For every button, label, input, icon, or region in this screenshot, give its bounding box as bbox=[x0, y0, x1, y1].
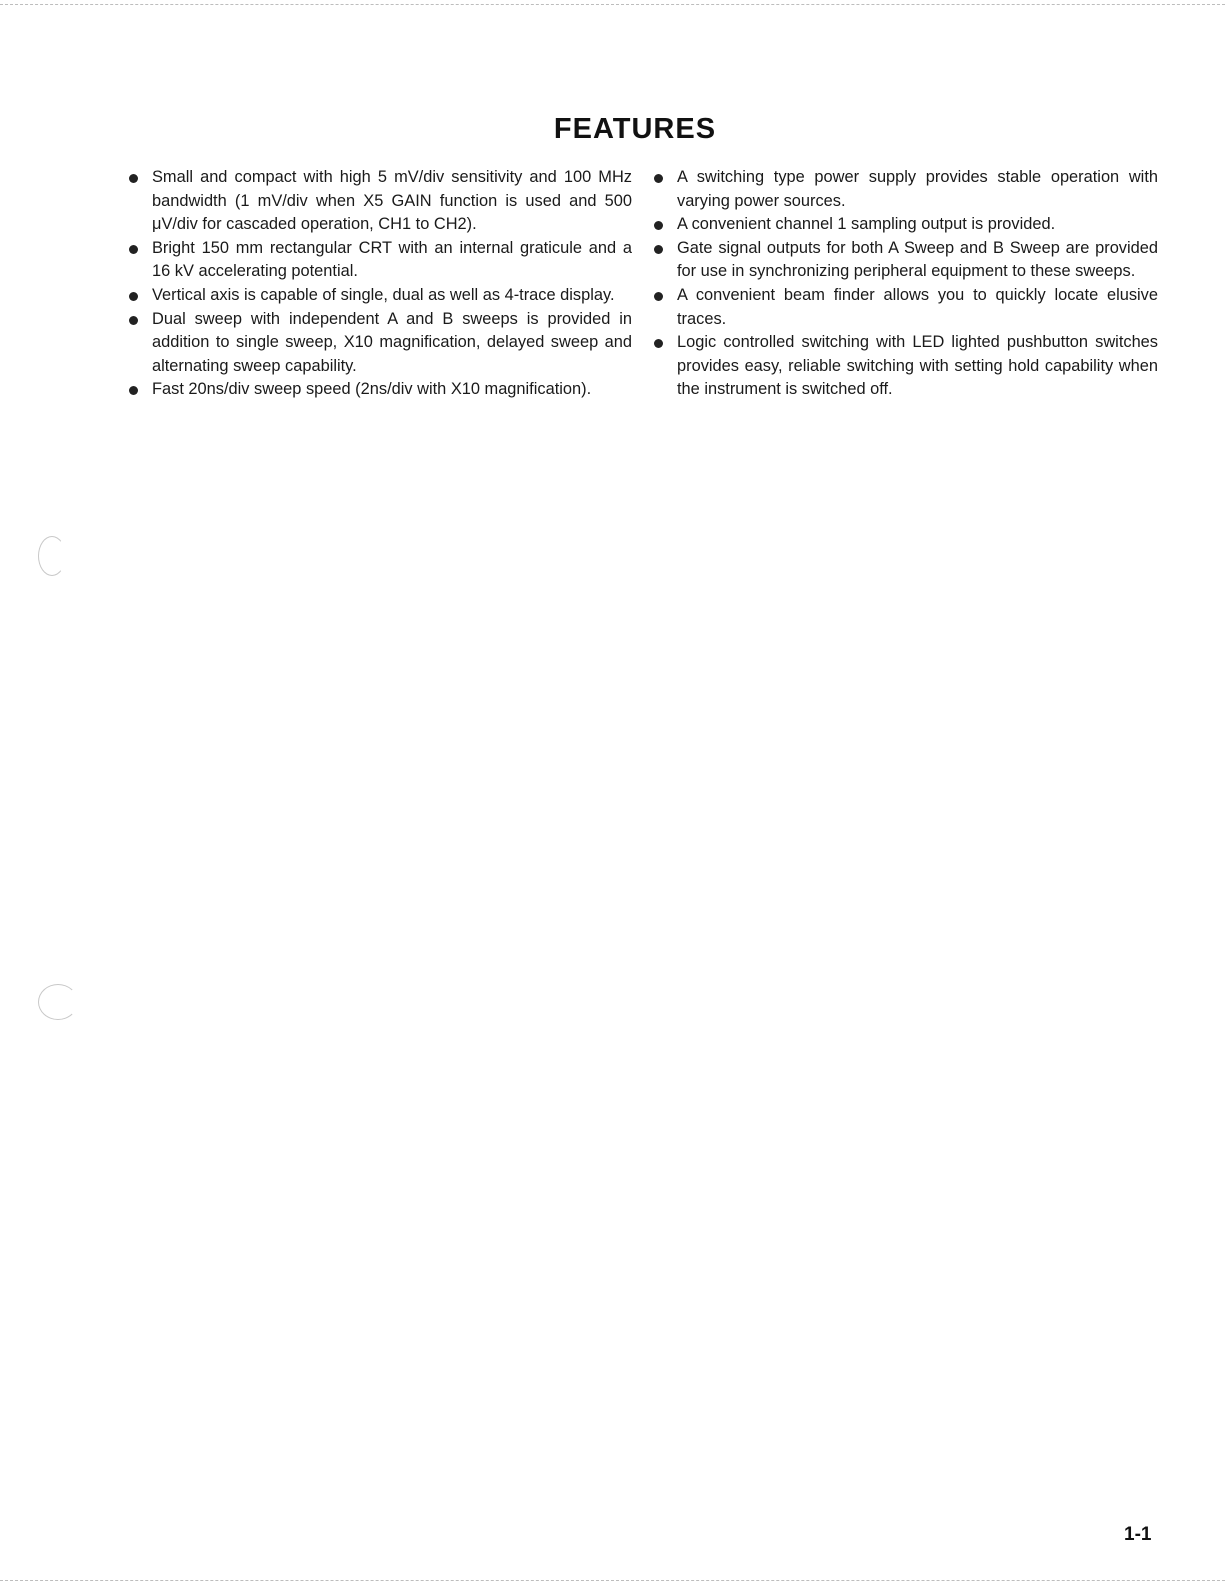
bullet-icon bbox=[654, 339, 663, 348]
feature-item bbox=[652, 237, 1158, 284]
feature-text: Gate signal outputs for both A Sweep and B Sweep are provided for use in synchronizing peripheral equipment to these sweeps. bbox=[677, 238, 1158, 281]
feature-item bbox=[127, 284, 632, 308]
feature-item bbox=[652, 331, 1158, 402]
bullet-icon bbox=[654, 292, 663, 301]
page-title: FEATURES bbox=[553, 113, 717, 146]
feature-item bbox=[127, 378, 632, 402]
feature-text: A convenient channel 1 sampling output is provided. bbox=[677, 215, 1056, 234]
bullet-icon bbox=[129, 316, 138, 325]
feature-item bbox=[127, 308, 632, 379]
top-edge-rule bbox=[0, 4, 1225, 5]
feature-item bbox=[127, 237, 632, 284]
page-number: 1-1 bbox=[1124, 1524, 1152, 1545]
bullet-icon bbox=[129, 174, 138, 183]
feature-text: A switching type power supply provides stable operation with varying power sources. bbox=[677, 168, 1158, 210]
features-right-column bbox=[652, 166, 1158, 402]
feature-item bbox=[652, 284, 1158, 331]
binder-hole-mark bbox=[38, 536, 66, 576]
bullet-icon bbox=[129, 245, 138, 254]
bullet-icon bbox=[654, 174, 663, 183]
features-left-column bbox=[127, 166, 632, 402]
feature-item bbox=[127, 166, 632, 237]
feature-item bbox=[652, 166, 1158, 213]
bullet-icon bbox=[129, 386, 138, 395]
bottom-edge-rule bbox=[0, 1580, 1225, 1581]
feature-text: Vertical axis is capable of single, dual as well as 4-trace display. bbox=[152, 285, 615, 304]
feature-text: Bright 150 mm rectangular CRT with an internal graticule and a 16 kV accelerating potential. bbox=[152, 238, 632, 281]
feature-text: Logic controlled switching with LED lighted pushbutton switches provides easy, reliable switching with setting hold capability when the instrument is switched off. bbox=[677, 333, 1158, 399]
bullet-icon bbox=[654, 245, 663, 254]
feature-text: Dual sweep with independent A and B sweeps is provided in addition to single sweep, X10 magnification, delayed sweep and alternating sweep capability. bbox=[152, 309, 632, 375]
bullet-icon bbox=[654, 221, 663, 230]
bullet-icon bbox=[129, 292, 138, 301]
feature-text: Small and compact with high 5 mV/div sensitivity and 100 MHz bandwidth (1 mV/div when X5 GAIN function is used and 500 μV/div for cascaded operation, CH1 to CH2). bbox=[152, 168, 632, 234]
feature-text: A convenient beam finder allows you to quickly locate elusive traces. bbox=[677, 285, 1158, 328]
binder-hole-mark bbox=[38, 984, 78, 1020]
feature-item bbox=[652, 213, 1158, 237]
feature-text: Fast 20ns/div sweep speed (2ns/div with X10 magnification). bbox=[152, 380, 592, 399]
